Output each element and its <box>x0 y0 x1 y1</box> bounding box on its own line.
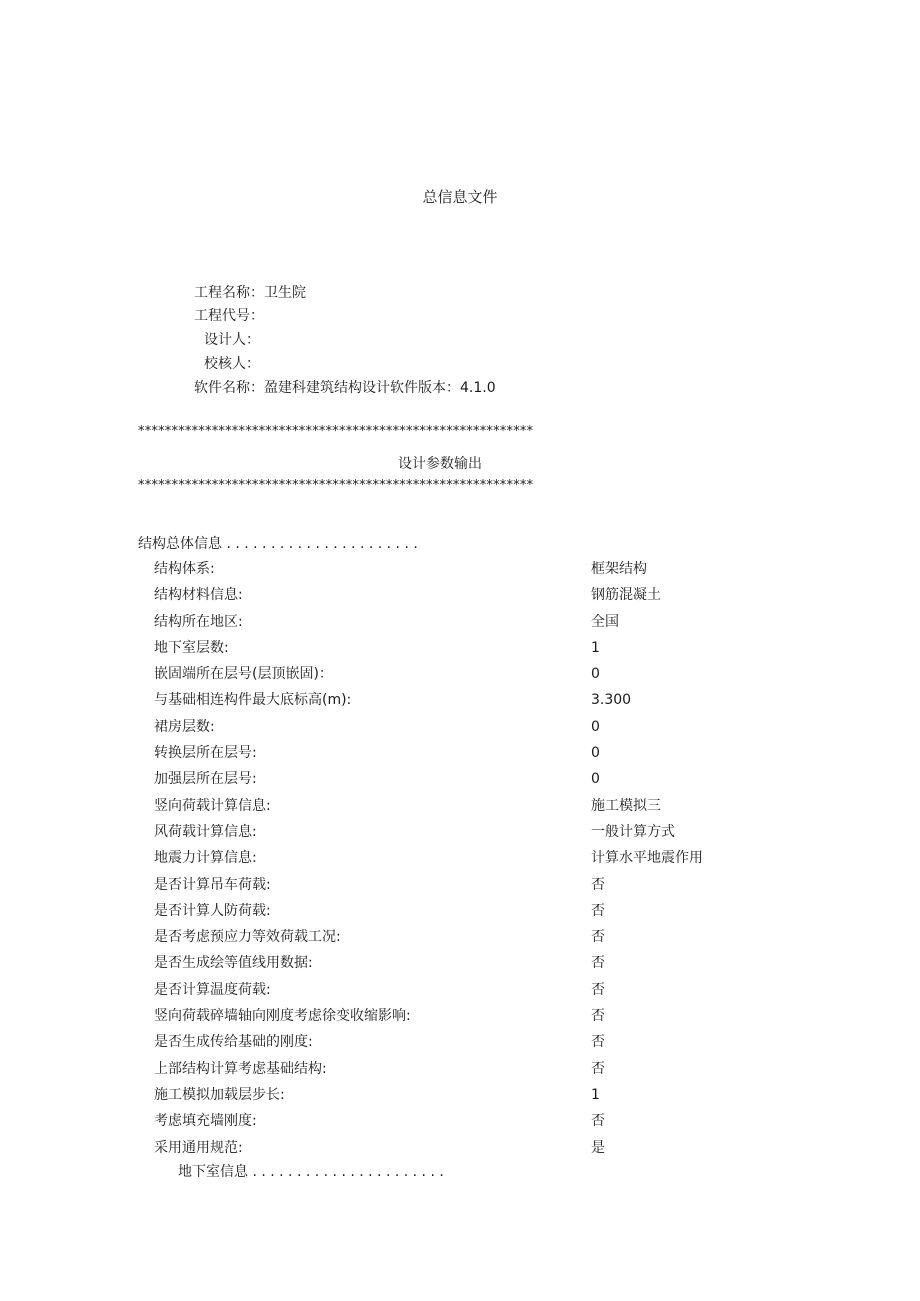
checker-row <box>204 354 260 374</box>
designer-label: 设计人： <box>204 332 260 348</box>
param-value: 1 <box>591 1086 600 1103</box>
param-row <box>154 1006 854 1032</box>
param-value: 施工模拟三 <box>591 797 661 814</box>
checker-label: 校核人： <box>204 356 260 372</box>
param-label: 是否生成传给基础的刚度: <box>154 1034 313 1051</box>
param-row <box>154 612 854 638</box>
param-value: 是 <box>591 1139 605 1156</box>
param-label: 考虑填充墙刚度: <box>154 1113 257 1130</box>
param-row <box>154 769 854 795</box>
project-name-value: 卫生院 <box>264 285 306 301</box>
param-label: 结构体系: <box>154 561 215 577</box>
param-label: 转换层所在层号: <box>154 745 257 762</box>
param-row <box>154 717 854 743</box>
param-value: 1 <box>591 639 600 656</box>
param-value: 钢筋混凝土 <box>591 587 661 604</box>
param-value: 否 <box>591 929 605 946</box>
param-row <box>154 664 854 690</box>
param-value: 全国 <box>591 613 619 630</box>
param-row <box>154 1085 854 1111</box>
param-value: 否 <box>591 1060 605 1077</box>
param-value: 否 <box>591 902 605 919</box>
param-label: 地下室层数: <box>154 639 229 656</box>
param-label: 是否计算吊车荷载: <box>154 876 271 893</box>
param-row <box>154 585 854 611</box>
param-label: 结构材料信息: <box>154 587 243 604</box>
param-label: 上部结构计算考虑基础结构: <box>154 1060 327 1077</box>
param-value: 0 <box>591 771 600 788</box>
param-row <box>154 1138 854 1164</box>
param-row <box>154 848 854 874</box>
project-code-label: 工程代号： <box>194 308 264 324</box>
param-label: 加强层所在层号: <box>154 771 257 788</box>
param-value: 0 <box>591 745 600 762</box>
param-label: 采用通用规范: <box>154 1139 243 1156</box>
param-value: 否 <box>591 955 605 972</box>
software-value: 盈建科建筑结构设计软件版本：4.1.0 <box>264 380 496 396</box>
structure-group-title: 结构总体信息 . . . . . . . . . . . . . . . . . . . . . . <box>138 536 418 552</box>
project-name-label: 工程名称： <box>194 285 264 301</box>
param-label: 是否考虑预应力等效荷载工况: <box>154 929 341 946</box>
designer-row <box>204 330 260 350</box>
param-row <box>154 1059 854 1085</box>
param-value: 0 <box>591 718 600 735</box>
section-heading: 设计参数输出 <box>398 456 482 472</box>
param-label: 竖向荷载计算信息: <box>154 797 271 814</box>
param-label: 嵌固端所在层号(层顶嵌固)： <box>154 666 333 683</box>
software-label: 软件名称： <box>194 380 264 396</box>
separator-bottom: *********************************************************** <box>138 478 534 493</box>
project-code-row <box>194 306 264 326</box>
param-row <box>154 559 854 585</box>
param-label: 是否计算人防荷载: <box>154 902 271 919</box>
param-label: 是否计算温度荷载: <box>154 981 271 998</box>
param-row <box>154 638 854 664</box>
param-label: 风荷载计算信息: <box>154 823 257 840</box>
param-label: 结构所在地区: <box>154 613 243 630</box>
param-label: 地震力计算信息: <box>154 850 257 867</box>
param-label: 是否生成绘等值线用数据: <box>154 955 313 972</box>
param-row <box>154 822 854 848</box>
param-row <box>154 953 854 979</box>
param-row <box>154 875 854 901</box>
project-name-row <box>194 283 306 303</box>
param-row <box>154 690 854 716</box>
param-label: 施工模拟加载层步长: <box>154 1086 285 1103</box>
param-value: 否 <box>591 1008 605 1025</box>
param-value: 框架结构 <box>591 561 647 577</box>
param-row <box>154 927 854 953</box>
param-row <box>154 980 854 1006</box>
separator-top: *********************************************************** <box>138 424 534 439</box>
param-value: 0 <box>591 666 600 683</box>
param-value: 否 <box>591 876 605 893</box>
param-row <box>154 743 854 769</box>
param-label: 与基础相连构件最大底标高(m): <box>154 692 352 709</box>
param-row <box>154 796 854 822</box>
software-row <box>194 378 496 398</box>
structure-param-list <box>154 559 854 1164</box>
param-label: 竖向荷载碎墙轴向刚度考虑徐变收缩影响: <box>154 1008 411 1025</box>
param-row <box>154 1032 854 1058</box>
document-title: 总信息文件 <box>422 188 498 206</box>
basement-group-title: 地下室信息 . . . . . . . . . . . . . . . . . . . . . . <box>178 1164 444 1180</box>
param-value: 3.300 <box>591 692 632 709</box>
param-value: 一般计算方式 <box>591 823 675 840</box>
param-row <box>154 1111 854 1137</box>
param-value: 否 <box>591 1034 605 1051</box>
param-value: 计算水平地震作用 <box>591 850 703 867</box>
param-value: 否 <box>591 1113 605 1130</box>
param-label: 裙房层数: <box>154 718 215 735</box>
param-row <box>154 901 854 927</box>
param-value: 否 <box>591 981 605 998</box>
